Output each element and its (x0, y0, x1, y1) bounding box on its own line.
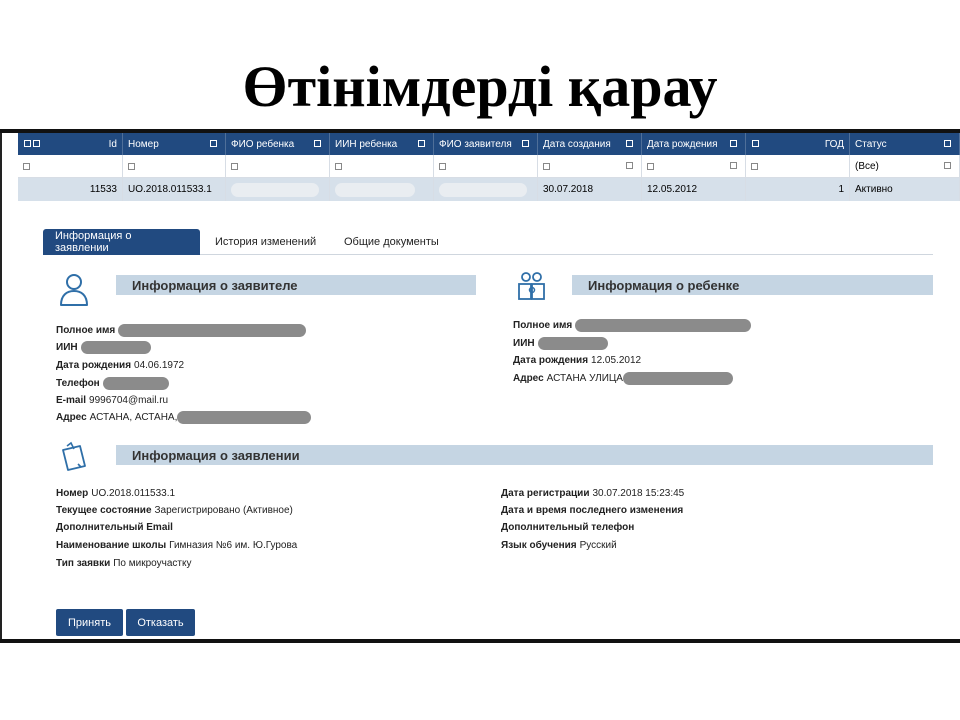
filter-icon[interactable] (626, 140, 633, 147)
filter-cell-number[interactable] (123, 155, 226, 177)
redacted-blur (103, 377, 169, 390)
filter-checkbox[interactable] (23, 163, 30, 170)
filter-icon[interactable] (210, 140, 217, 147)
detail-tabs (43, 229, 933, 255)
filter-checkbox[interactable] (647, 163, 654, 170)
select-all-checkbox[interactable] (24, 140, 31, 147)
applicant-iin: ИИН (56, 340, 151, 354)
redacted-blur (118, 324, 306, 337)
column-header-id[interactable]: Id (18, 133, 123, 155)
tab-change-history[interactable]: История изменений (215, 236, 317, 248)
cell-created: 30.07.2018 (538, 178, 642, 201)
redacted-blur (575, 319, 751, 332)
applicant-email: E-mail 9996704@mail.ru (56, 394, 169, 406)
redacted-blur (231, 183, 319, 197)
application-last-change: Дата и время последнего изменения (501, 504, 684, 516)
filter-checkbox[interactable] (543, 163, 550, 170)
filter-cell-child-iin[interactable] (330, 155, 434, 177)
status-filter-select[interactable]: (Все) (850, 155, 960, 177)
column-header-birth-date[interactable]: Дата рождения (642, 133, 746, 155)
cell-status: Активно (850, 178, 960, 201)
filter-checkbox[interactable] (335, 163, 342, 170)
child-birth: Дата рождения 12.05.2012 (513, 354, 642, 366)
section-header-application: Информация о заявлении (116, 445, 933, 465)
child-address: Адрес АСТАНА УЛИЦА (513, 371, 733, 385)
applicant-phone: Телефон (56, 376, 169, 390)
tab-application-info[interactable]: Информация о заявлении (43, 229, 200, 255)
applicant-birth: Дата рождения 04.06.1972 (56, 359, 185, 371)
filter-cell-child-name[interactable] (226, 155, 330, 177)
application-number: Номер UO.2018.011533.1 (56, 487, 176, 499)
column-header-created-date[interactable]: Дата создания (538, 133, 642, 155)
frame-left-border (0, 133, 2, 639)
family-icon (516, 271, 548, 301)
screenshot-frame (0, 129, 960, 643)
filter-icon[interactable] (752, 140, 759, 147)
redacted-blur (439, 183, 527, 197)
application-school: Наименование школы Гимназия №6 им. Ю.Гурова (56, 539, 298, 551)
tab-common-documents[interactable]: Общие документы (344, 236, 439, 248)
cell-number: UO.2018.011533.1 (123, 178, 226, 201)
filter-icon[interactable] (944, 140, 951, 147)
checkbox-icon (33, 140, 40, 147)
filter-cell-created[interactable] (538, 155, 642, 177)
column-header-status[interactable]: Статус (850, 133, 960, 155)
application-state: Текущее состояние Зарегистрировано (Активное) (56, 504, 293, 516)
reject-button[interactable]: Отказать (126, 609, 195, 636)
column-header-child-name[interactable]: ФИО ребенка (226, 133, 330, 155)
user-icon (58, 271, 92, 307)
section-header-child: Информация о ребенке (572, 275, 933, 295)
filter-icon[interactable] (314, 140, 321, 147)
column-header-applicant-name[interactable]: ФИО заявителя (434, 133, 538, 155)
grid-filter-row (18, 155, 960, 178)
filter-cell-year[interactable] (746, 155, 850, 177)
application-reg-date: Дата регистрации 30.07.2018 15:23:45 (501, 487, 685, 499)
redacted-blur (335, 183, 415, 197)
clipboard-icon (58, 441, 90, 473)
chevron-down-icon[interactable] (944, 162, 951, 169)
application-extra-email: Дополнительный Email (56, 521, 173, 533)
table-row[interactable] (18, 178, 960, 201)
child-iin: ИИН (513, 336, 608, 350)
redacted-blur (623, 372, 733, 385)
filter-cell-birth[interactable] (642, 155, 746, 177)
cell-year: 1 (746, 178, 850, 201)
calendar-icon[interactable] (626, 162, 633, 169)
redacted-blur (81, 341, 151, 354)
application-language: Язык обучения Русский (501, 539, 617, 551)
redacted-blur (538, 337, 608, 350)
filter-cell-applicant-name[interactable] (434, 155, 538, 177)
applicant-address: Адрес АСТАНА, АСТАНА, (56, 410, 311, 424)
applicant-full-name: Полное имя (56, 323, 306, 337)
filter-icon[interactable] (418, 140, 425, 147)
cell-applicant-name-redacted (434, 178, 538, 201)
filter-icon[interactable] (730, 140, 737, 147)
grid-header-row (18, 133, 960, 155)
filter-checkbox[interactable] (751, 163, 758, 170)
applications-grid (18, 133, 960, 201)
calendar-icon[interactable] (730, 162, 737, 169)
child-full-name: Полное имя (513, 318, 751, 332)
filter-checkbox[interactable] (231, 163, 238, 170)
cell-id: 11533 (18, 178, 123, 201)
filter-icon[interactable] (522, 140, 529, 147)
cell-birth: 12.05.2012 (642, 178, 746, 201)
slide-title: Өтінімдерді қарау (242, 54, 718, 119)
cell-child-name-redacted (226, 178, 330, 201)
redacted-blur (177, 411, 311, 424)
application-extra-phone: Дополнительный телефон (501, 521, 635, 533)
filter-checkbox[interactable] (439, 163, 446, 170)
column-header-child-iin[interactable]: ИИН ребенка (330, 133, 434, 155)
filter-checkbox[interactable] (128, 163, 135, 170)
column-header-number[interactable]: Номер (123, 133, 226, 155)
column-header-year[interactable]: ГОД (746, 133, 850, 155)
cell-child-iin-redacted (330, 178, 434, 201)
section-header-applicant: Информация о заявителе (116, 275, 476, 295)
filter-cell-id[interactable] (18, 155, 123, 177)
application-type: Тип заявки По микроучастку (56, 557, 192, 569)
accept-button[interactable]: Принять (56, 609, 123, 636)
